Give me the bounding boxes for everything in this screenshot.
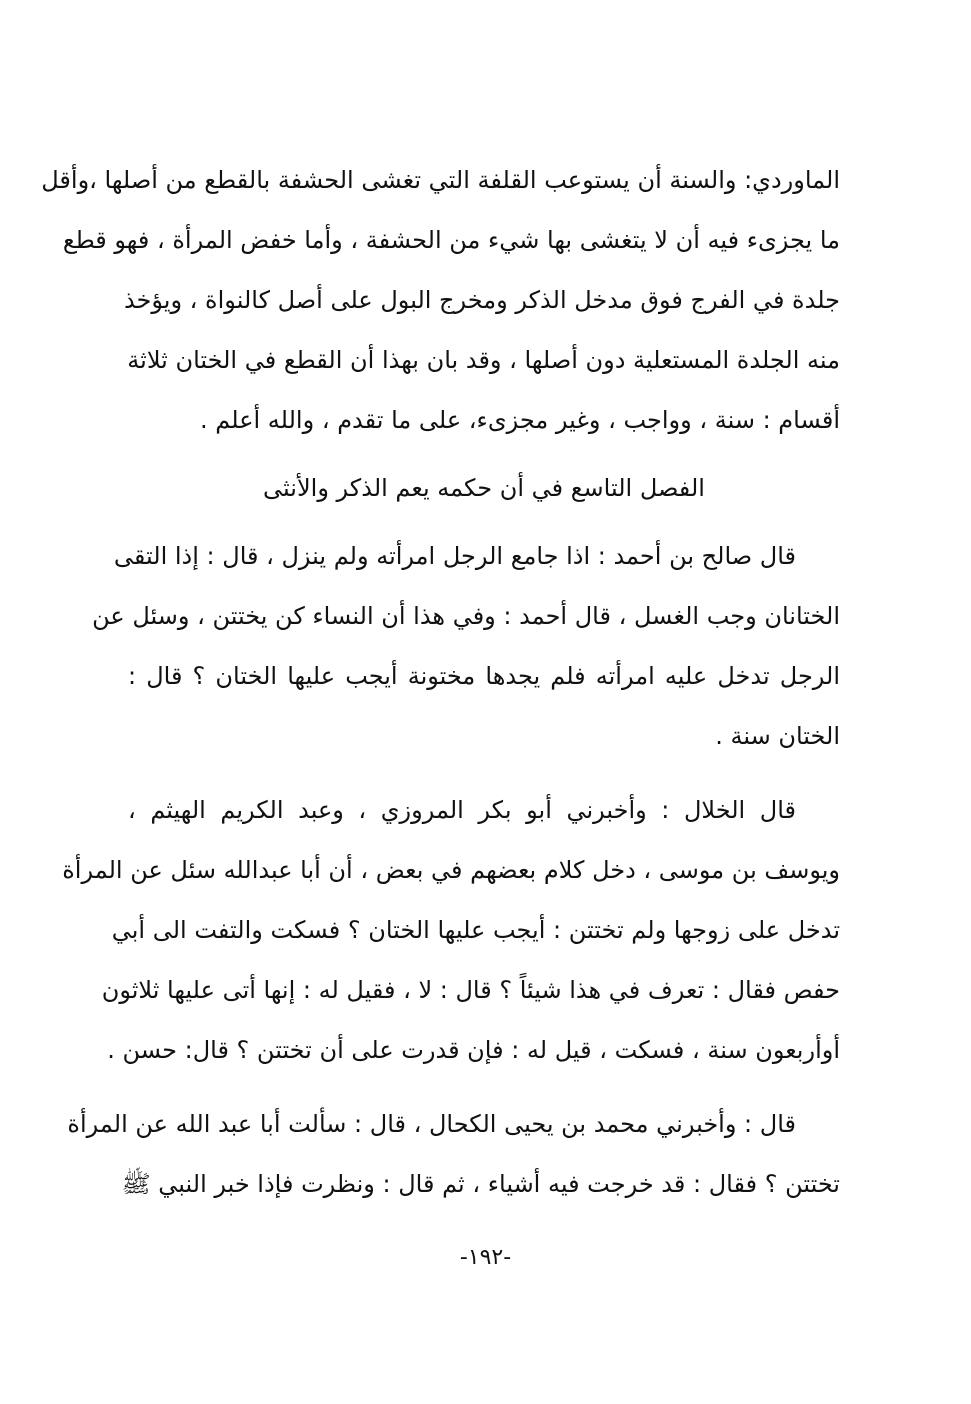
paragraph-gap xyxy=(128,766,840,780)
text-line: الختانان وجب الغسل ، قال أحمد : وفي هذا أن النساء كن يختتن ، وسئل عن xyxy=(92,602,840,630)
paragraph-gap xyxy=(128,1080,840,1094)
text-line: ما يجزىء فيه أن لا يتغشى بها شيء من الحشفة ، وأما خفض المرأة ، فهو قطع xyxy=(62,226,840,254)
text-line: أوأربعون سنة ، فسكت ، قيل له : فإن قدرت على أن تختتن ؟ قال: حسن . xyxy=(107,1036,840,1064)
text-line: جلدة في الفرج فوق مدخل الذكر ومخرج البول على أصل كالنواة ، ويؤخذ xyxy=(123,286,840,314)
paragraph-2 xyxy=(92,526,840,766)
text-line: الختان سنة . xyxy=(715,722,840,750)
text-line: أقسام : سنة ، وواجب ، وغير مجزىء، على ما تقدم ، والله أعلم . xyxy=(200,406,840,434)
text-line: قال صالح بن أحمد : اذا جامع الرجل امرأته ولم ينزل ، قال : إذا التقى xyxy=(113,542,796,570)
paragraph-1 xyxy=(41,150,840,450)
page-number: -١٩٢- xyxy=(459,1245,512,1270)
text-line: ويوسف بن موسى ، دخل كلام بعضهم في بعض ، أن أبا عبدالله سئل عن المرأة xyxy=(62,856,840,884)
text-line: الماوردي: والسنة أن يستوعب القلفة التي تغشى الحشفة بالقطع من أصلها ،وأقل xyxy=(41,166,840,194)
text-line: قال الخلال : وأخبرني أبو بكر المروزي ، وعبد الكريم الهيثم ، xyxy=(128,796,796,824)
page-body xyxy=(41,150,840,1214)
text-line: تختتن ؟ فقال : قد خرجت فيه أشياء ، ثم قال : ونظرت فإذا خبر النبي ﷺ xyxy=(121,1170,840,1198)
paragraph-4 xyxy=(67,1094,840,1214)
text-line: تدخل على زوجها ولم تختتن : أيجب عليها الختان ؟ فسكت والتفت الى أبي xyxy=(111,916,840,944)
section-heading: الفصل التاسع في أن حكمه يعم الذكر والأنثى xyxy=(263,474,705,502)
text-line: الرجل تدخل عليه امرأته فلم يجدها مختونة أيجب عليها الختان ؟ قال : xyxy=(128,662,840,690)
text-line: منه الجلدة المستعلية دون أصلها ، وقد بان بهذا أن القطع في الختان ثلاثة xyxy=(127,346,840,374)
text-line: حفص فقال : تعرف في هذا شيئاً ؟ قال : لا ، فقيل له : إنها أتى عليها ثلاثون xyxy=(101,976,840,1004)
paragraph-3 xyxy=(62,780,840,1080)
text-line: قال : وأخبرني محمد بن يحيى الكحال ، قال : سألت أبا عبد الله عن المرأة xyxy=(67,1110,796,1138)
